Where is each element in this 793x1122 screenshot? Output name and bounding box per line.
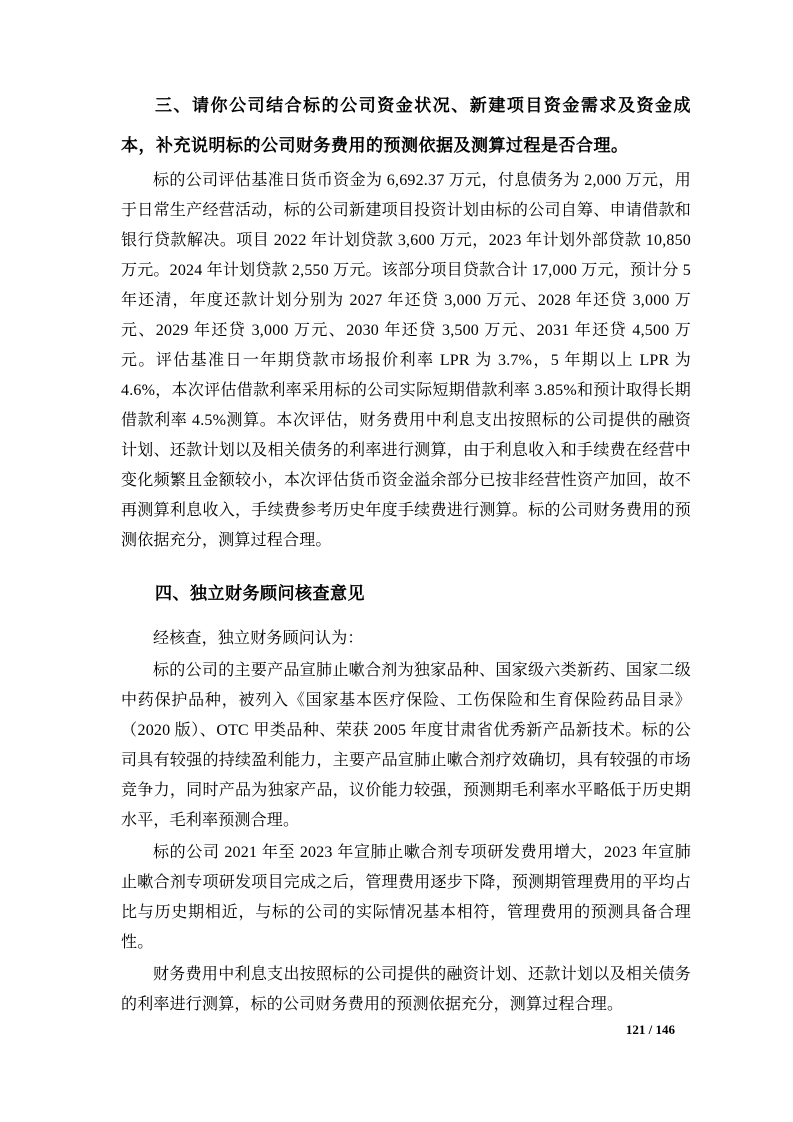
section-4-paragraph-financial-cost-conclusion: 财务费用中利息支出按照标的公司提供的融资计划、还款计划以及相关债务的利率进行测算，标的公司财务费用的预测依据充分，测算过程合理。: [121, 966, 691, 1013]
page-number: 121 / 146: [625, 1022, 675, 1037]
section-4-paragraph-rd-management-expense: 标的公司 2021 年至 2023 年宣肺止嗽合剂专项研发费用增大，2023 年宣肺止嗽合剂专项研发项目完成之后，管理费用逐步下降，预测期管理费用的平均占比与历史期相近，与标的公司的实际情况基本相符，管理费用的预测具备合理性。: [121, 844, 691, 951]
section-4-heading: 四、独立财务顾问核查意见: [155, 584, 365, 603]
section-4-paragraph-intro: 经核查，独立财务顾问认为：: [153, 630, 364, 647]
section-3-heading: 三、请你公司结合标的公司资金状况、新建项目资金需求及资金成本，补充说明标的公司财务费用的预测依据及测算过程是否合理。: [121, 96, 691, 155]
document-body: [121, 86, 691, 1020]
section-3-paragraph-financial-cost-analysis: 标的公司评估基准日货币资金为 6,692.37 万元，付息债务为 2,000 万元，用于日常生产经营活动，标的公司新建项目投资计划由标的公司自筹、申请借款和银行贷款解决。项目 2022 年计划贷款 3,600 万元，2023 年计划外部贷款 10,850 万元。2024 年计划贷款 2,550 万元。该部分项目贷款合计 17,000 万元，预计分 5 年还清，年度还款计划分别为 2027 年还贷 3,000 万元、2028 年还贷 3,000 万元、2029 年还贷 3,000 万元、2030 年还贷 3,500 万元、2031 年还贷 4,500 万元。评估基准日一年期贷款市场报价利率 LPR 为 3.7%，5 年期以上 LPR 为 4.6%，本次评估借款利率采用标的公司实际短期借款利率 3.85%和预计取得长期借款利率 4.5%测算。本次评估，财务费用中利息支出按照标的公司提供的融资计划、还款计划以及相关债务的利率进行测算，由于利息收入和手续费在经营中变化频繁且金额较小，本次评估货币资金溢余部分已按非经营性资产加回，故不再测算利息收入，手续费参考历史年度手续费进行测算。标的公司财务费用的预测依据充分，测算过程合理。: [121, 172, 691, 549]
section-4-paragraph-product-competitiveness: 标的公司的主要产品宣肺止嗽合剂为独家品种、国家级六类新药、国家二级中药保护品种，被列入《国家基本医疗保险、工伤保险和生育保险药品目录》（2020 版）、OTC 甲类品种、荣获 2005 年度甘肃省优秀新产品新技术。标的公司具有较强的持续盈利能力，主要产品宣肺止嗽合剂疗效确切，具有较强的市场竞争力，同时产品为独家产品，议价能力较强，预测期毛利率水平略低于历史期水平，毛利率预测合理。: [121, 662, 691, 829]
